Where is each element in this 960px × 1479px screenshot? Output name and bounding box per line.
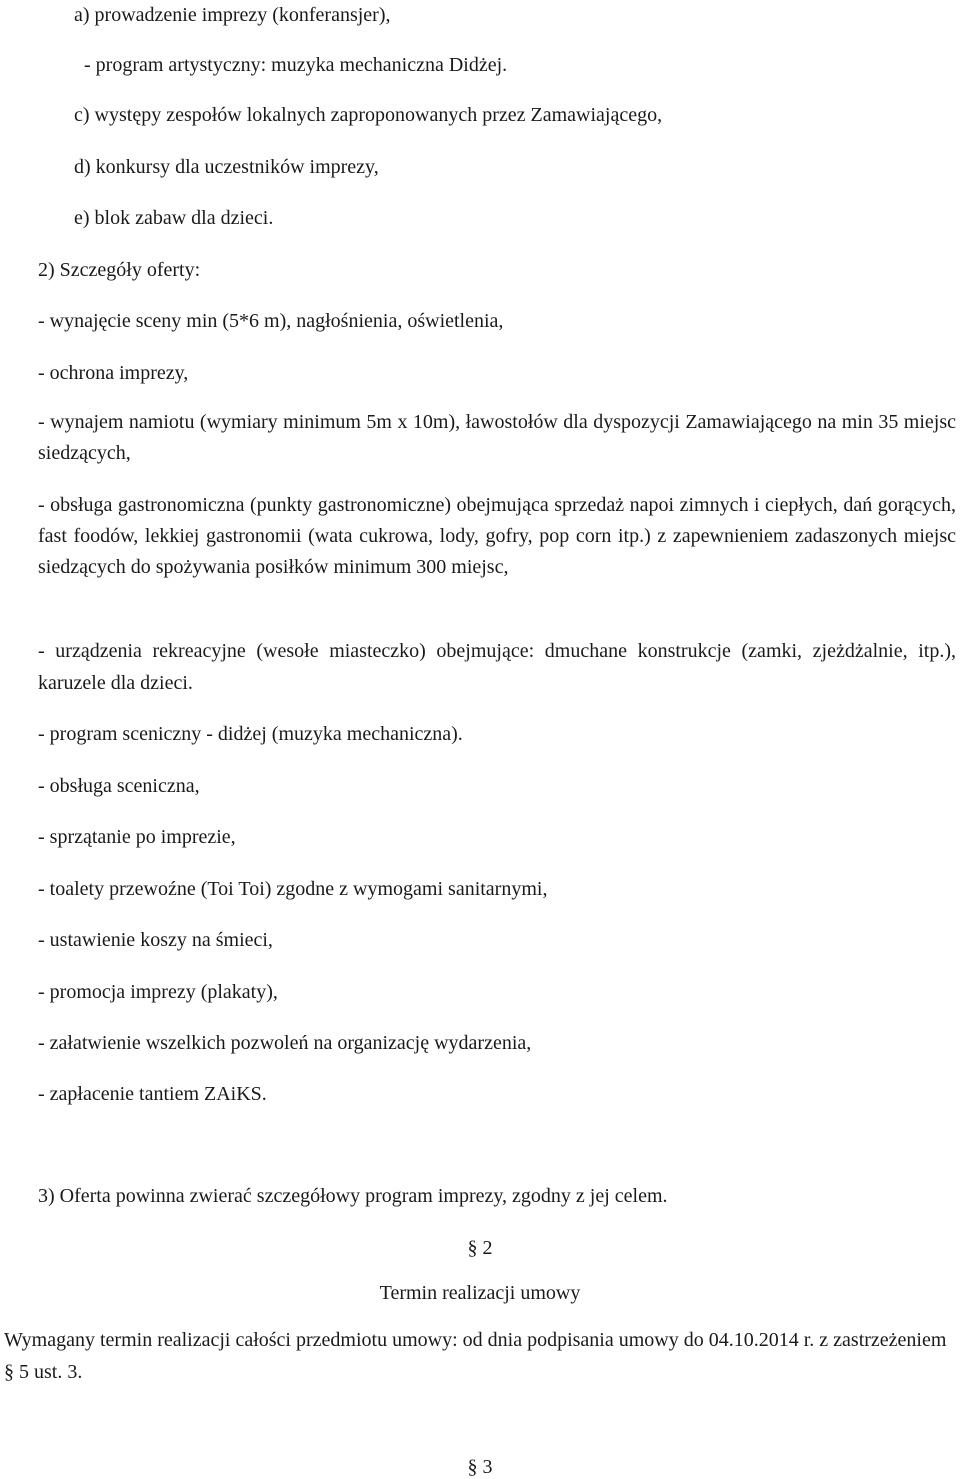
offer-item-rides: - urządzenia rekreacyjne (wesołe miasteczko) obejmujące: dmuchane konstrukcje (zamki, zjeżdżalnie, itp.), karuzele dla dzieci.: [38, 640, 956, 694]
offer-item-bins: - ustawienie koszy na śmieci,: [38, 929, 273, 951]
list-item-d: d) konkursy dla uczestników imprezy,: [74, 156, 379, 178]
offer-item-toilets: - toalety przewoźne (Toi Toi) zgodne z wymogami sanitarnymi,: [38, 878, 548, 900]
list-item-b-program: - program artystyczny: muzyka mechaniczna Didżej.: [84, 54, 508, 76]
list-item-a: a) prowadzenie imprezy (konferansjer),: [74, 4, 391, 26]
offer-item-security: - ochrona imprezy,: [38, 362, 189, 384]
paragraph-3-marker: § 3: [467, 1456, 493, 1478]
offer-item-promotion: - promocja imprezy (plakaty),: [38, 981, 278, 1003]
offer-item-permits: - załatwienie wszelkich pozwoleń na organizację wydarzenia,: [38, 1032, 532, 1054]
offer-item-zaiks: - zapłacenie tantiem ZAiKS.: [38, 1083, 267, 1105]
section-3-text: 3) Oferta powinna zwierać szczegółowy program imprezy, zgodny z jej celem.: [38, 1185, 668, 1207]
offer-item-stage: - wynajęcie sceny min (5*6 m), nagłośnienia, oświetlenia,: [38, 310, 504, 332]
list-item-e: e) blok zabaw dla dzieci.: [74, 207, 274, 229]
offer-item-cleaning: - sprzątanie po imprezie,: [38, 826, 236, 848]
offer-item-tent: - wynajem namiotu (wymiary minimum 5m x 10m), ławostołów dla dyspozycji Zamawiającego na min 35 miejsc siedzących,: [38, 411, 956, 464]
list-item-c: c) występy zespołów lokalnych zaproponowanych przez Zamawiającego,: [74, 104, 663, 126]
section-2-heading: 2) Szczegóły oferty:: [38, 259, 201, 281]
offer-item-stage-service: - obsługa sceniczna,: [38, 775, 200, 797]
offer-item-stage-program: - program sceniczny - didżej (muzyka mechaniczna).: [38, 723, 463, 745]
paragraph-2-title: Termin realizacji umowy: [379, 1282, 581, 1304]
paragraph-2-marker: § 2: [467, 1237, 493, 1259]
offer-item-catering: - obsługa gastronomiczna (punkty gastronomiczne) obejmująca sprzedaż napoi zimnych i ciepłych, dań gorących, fast foodów, lekkiej gastronomii (wata cukrowa, lody, gofry, pop corn itp.) z zapewnieniem zadaszonych miejsc siedzących do spożywania posiłków minimum 300 miejsc,: [38, 494, 956, 578]
paragraph-2-body: Wymagany termin realizacji całości przedmiotu umowy: od dnia podpisania umowy do 04.10.2014 r. z zastrzeżeniem § 5 ust. 3.: [4, 1329, 947, 1383]
